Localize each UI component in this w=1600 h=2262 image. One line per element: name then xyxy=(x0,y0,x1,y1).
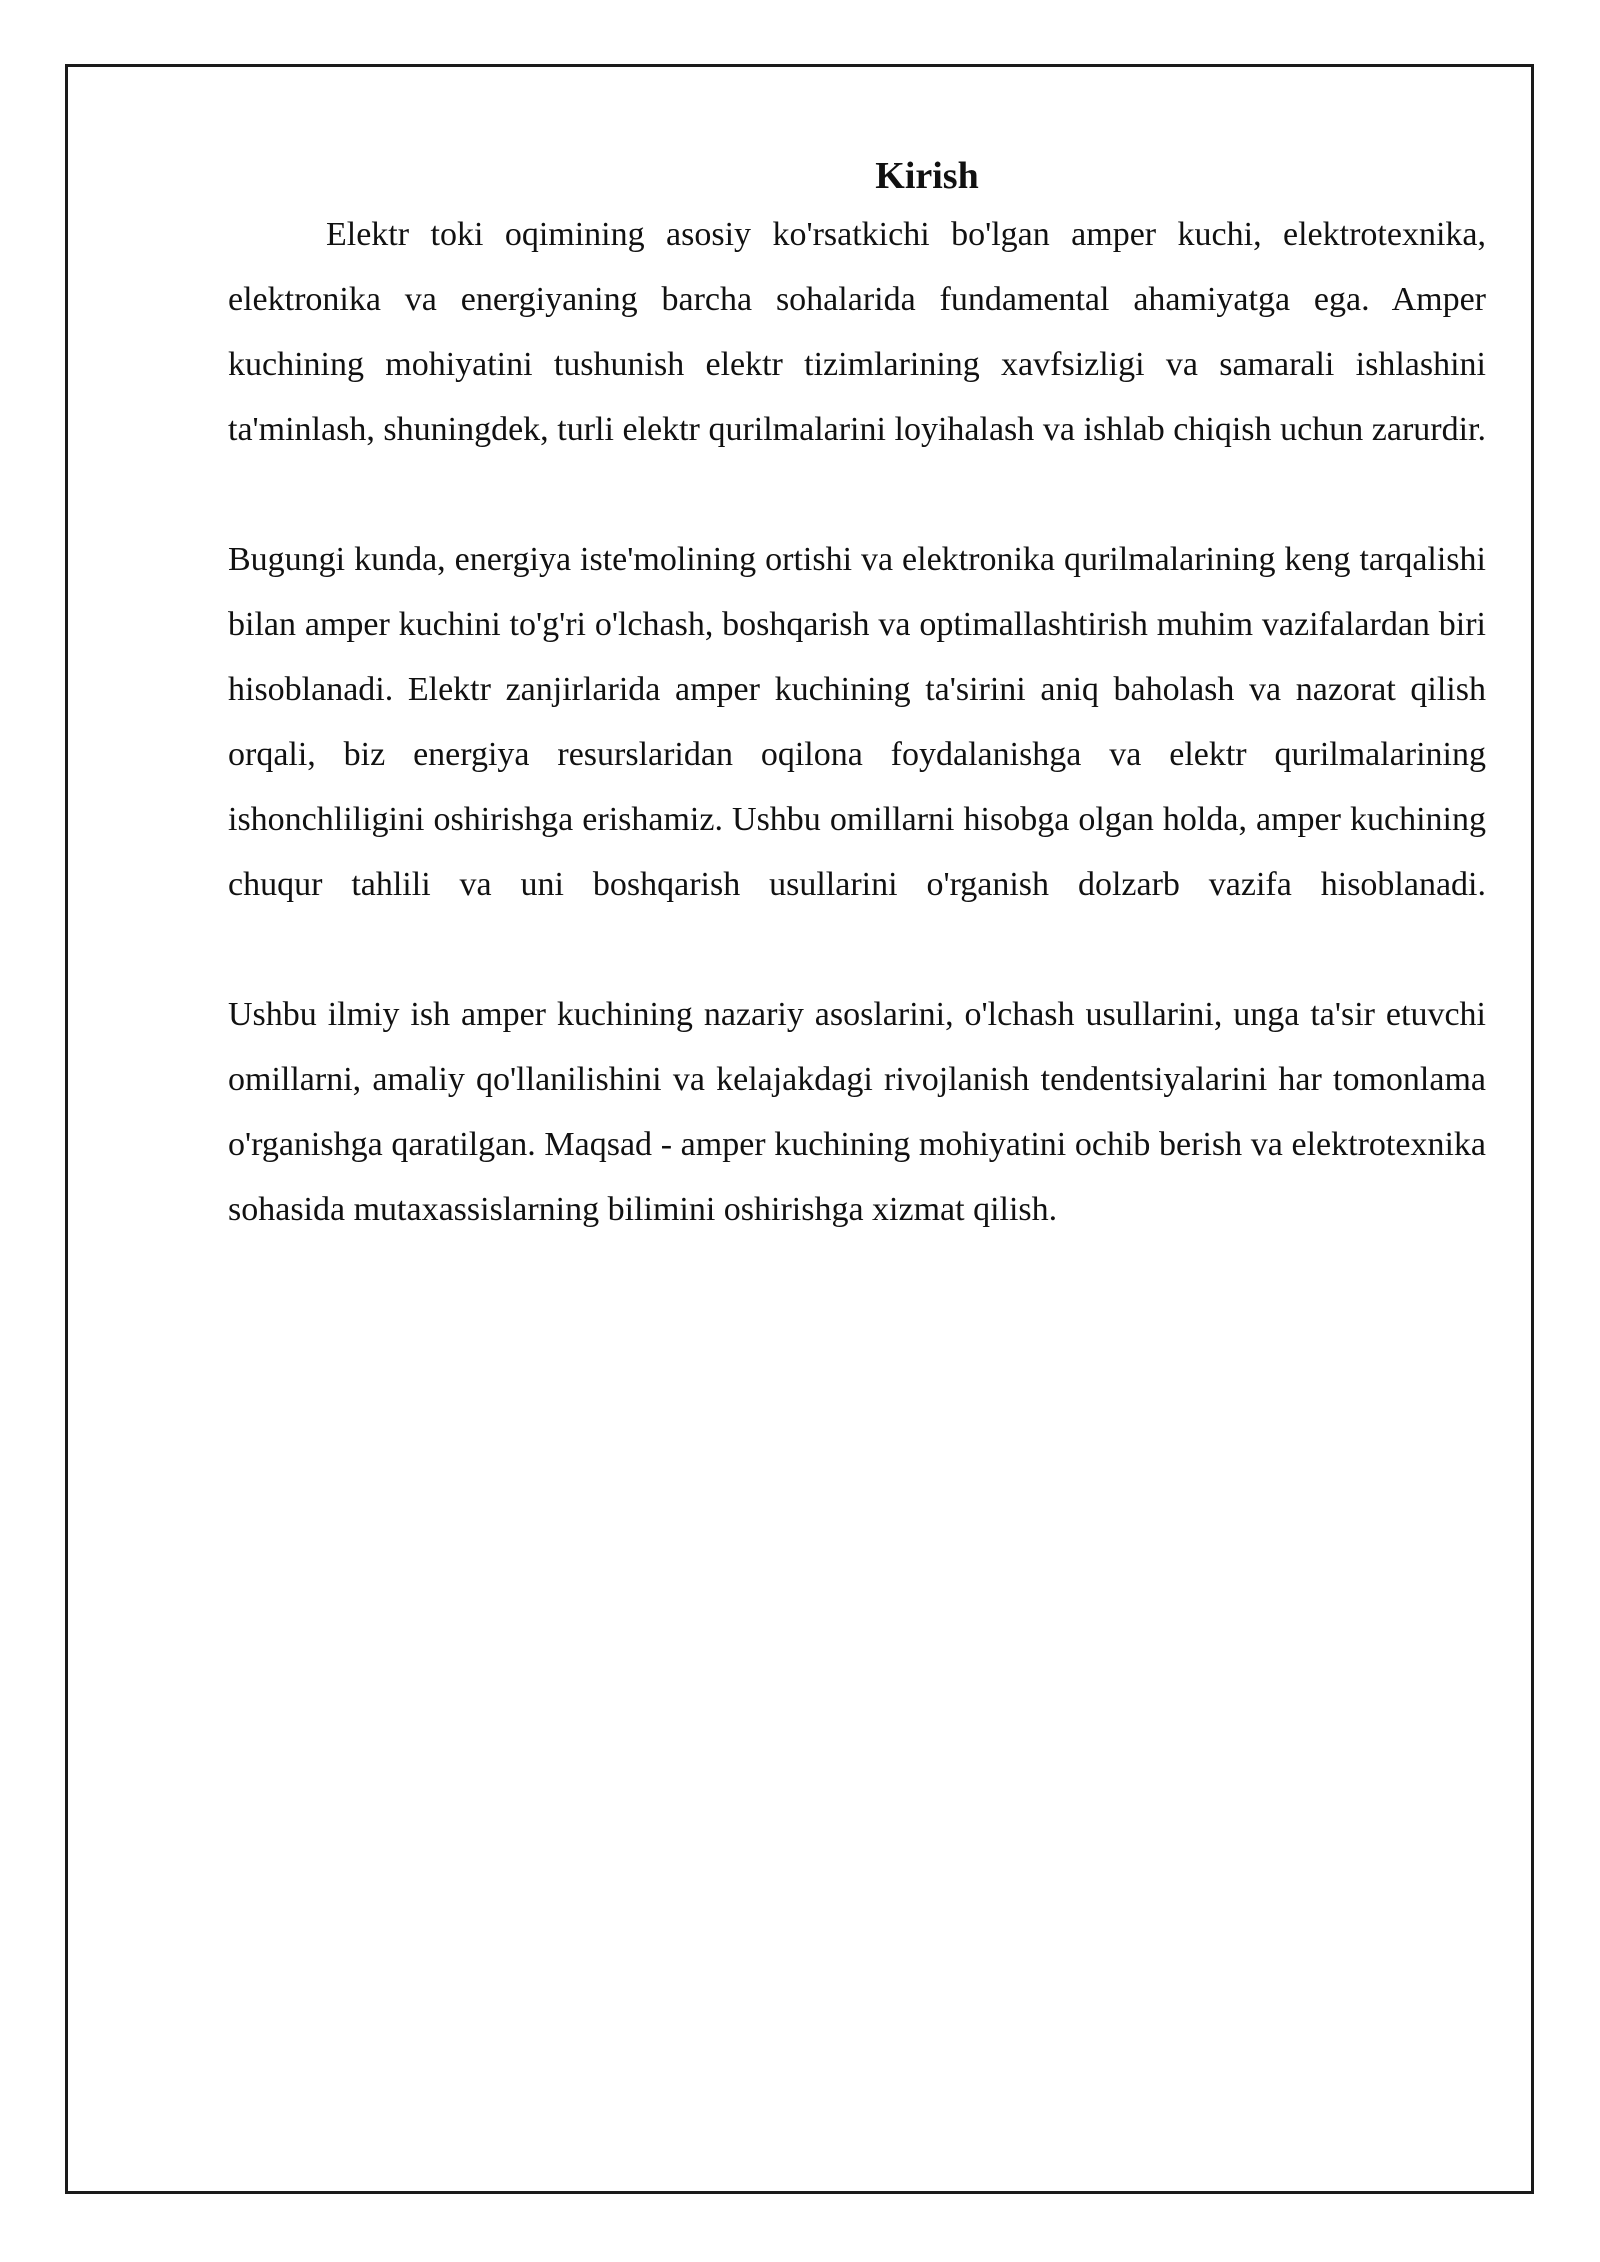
paragraph-relevance: Bugungi kunda, energiya iste'molining ortishi va elektronika qurilmalarining keng tarqalishi bilan amper kuchini to'g'ri o'lchash, boshqarish va optimallashtirish muhim vazifalardan biri hisoblanadi. Elektr zanjirlarida amper kuchining ta'sirini aniq baholash va nazorat qilish orqali, biz energiya resurslaridan oqilona foydalanishga va elektr qurilmalarining ishonchliligini oshirishga erishamiz. Ushbu omillarni hisobga olgan holda, amper kuchining chuqur tahlili va uni boshqarish usullarini o'rganish dolzarb vazifa hisoblanadi. xyxy=(228,541,1486,903)
document-title: Kirish xyxy=(875,155,979,197)
document-body xyxy=(228,150,1486,1242)
paragraph-spacer xyxy=(228,917,1486,982)
paragraph-spacer xyxy=(228,462,1486,527)
paragraph-purpose: Ushbu ilmiy ish amper kuchining nazariy asoslarini, o'lchash usullarini, unga ta'sir etuvchi omillarni, amaliy qo'llanilishini va kelajakdagi rivojlanish tendentsiyalarini har tomonlama o'rganishga qaratilgan. Maqsad - amper kuchining mohiyatini ochib berish va elektrotexnika sohasida mutaxassislarning bilimini oshirishga xizmat qilish. xyxy=(228,996,1486,1228)
paragraph-introduction: Elektr toki oqimining asosiy ko'rsatkichi bo'lgan amper kuchi, elektrotexnika, elektronika va energiyaning barcha sohalarida fundamental ahamiyatga ega. Amper kuchining mohiyatini tushunish elektr tizimlarining xavfsizligi va samarali ishlashini ta'minlash, shuningdek, turli elektr qurilmalarini loyihalash va ishlab chiqish uchun zarurdir. xyxy=(228,216,1486,448)
